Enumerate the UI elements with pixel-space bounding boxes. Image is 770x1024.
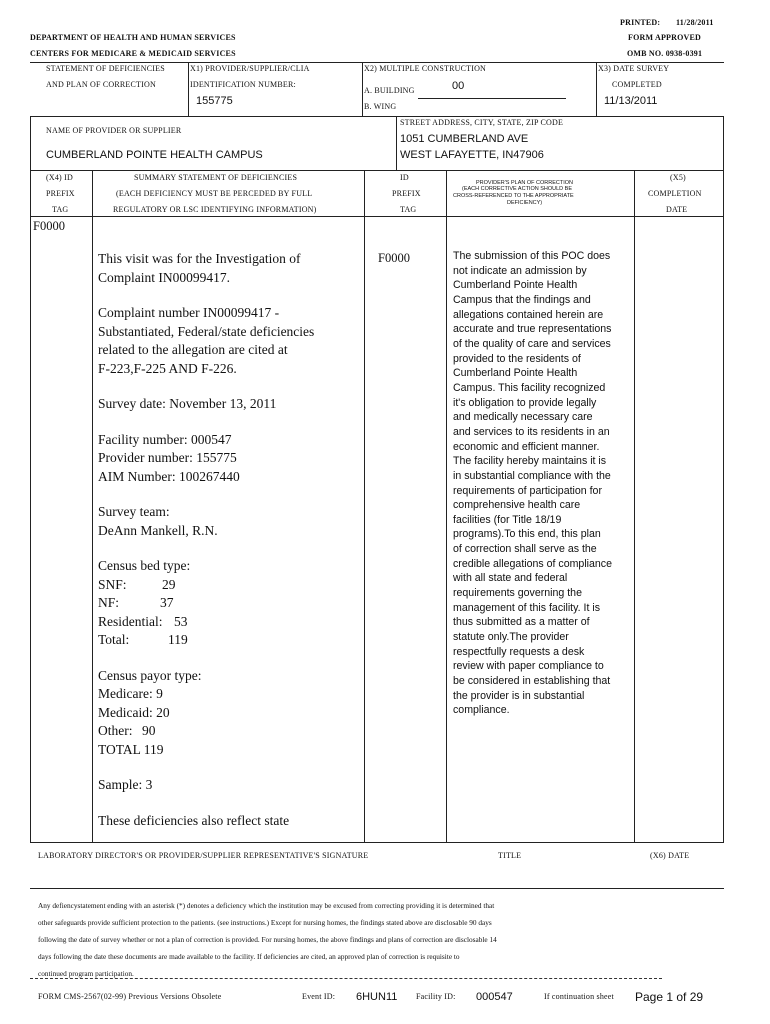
- poc-line: Campus. This facility recognized: [453, 381, 606, 394]
- survey-date-paragraph: [98, 395, 314, 414]
- other-value: 90: [142, 723, 156, 738]
- poc-line: in substantial compliance with the: [453, 469, 611, 482]
- poc-line: with all state and federal: [453, 572, 568, 585]
- summary-body: [98, 250, 314, 830]
- divider: [30, 116, 724, 117]
- poc-line: be considered in establishing that: [453, 675, 611, 688]
- right-tag: F0000: [378, 251, 410, 265]
- text-line: F-223,F-225 AND F-226.: [98, 360, 237, 376]
- text-line: Facility number: 000547: [98, 431, 232, 447]
- event-id-label: Event ID:: [302, 992, 336, 1001]
- census-bed-paragraph: [98, 557, 314, 650]
- poc-note1: (EACH CORRECTIVE ACTION SHOULD BE: [462, 186, 573, 192]
- statement-label: STATEMENT OF DEFICIENCIES: [46, 64, 165, 73]
- poc-line: and medically necessary care: [453, 411, 593, 424]
- poc-line: programs).To this end, this plan: [453, 528, 601, 541]
- bottom-rule: [30, 842, 724, 843]
- column-divider: [364, 171, 365, 843]
- address-line1: 1051 CUMBERLAND AVE: [400, 133, 529, 145]
- poc-line: facilities (for Title 18/19: [453, 513, 562, 526]
- survey-team-paragraph: [98, 503, 314, 540]
- provider-name-label: NAME OF PROVIDER OR SUPPLIER: [46, 126, 182, 135]
- x3-value: 11/13/2011: [604, 95, 658, 107]
- text-line: related to the allegation are cited at: [98, 342, 288, 357]
- text-line: Complaint number IN00099417 -: [98, 305, 280, 320]
- continuation-label: If continuation sheet: [544, 992, 614, 1001]
- summary-note2: REGULATORY OR LSC IDENTIFYING INFORMATION): [113, 205, 317, 214]
- left-tag: F0000: [33, 219, 65, 233]
- poc-line: Cumberland Pointe Health: [453, 367, 578, 380]
- poc-line: of the quality of care and services: [453, 337, 611, 350]
- facility-id-value: 000547: [476, 991, 513, 1003]
- department-name: DEPARTMENT OF HEALTH AND HUMAN SERVICES: [30, 33, 236, 42]
- text-line: These deficiencies also reflect state: [98, 812, 290, 828]
- text-line: DeAnn Mankell, R.N.: [98, 522, 218, 538]
- nf-row: [98, 594, 314, 613]
- text-line: This visit was for the Investigation of: [98, 251, 301, 266]
- building-underline: [418, 98, 566, 99]
- column-divider: [634, 171, 635, 843]
- form-number: FORM CMS-2567(02-99) Previous Versions Obsolete: [38, 992, 222, 1001]
- event-id-value: 6HUN11: [356, 991, 398, 1003]
- x3-label: X3) DATE SURVEY: [598, 64, 670, 73]
- poc-line: accurate and true representations: [453, 323, 612, 336]
- snf-row: [98, 576, 314, 595]
- poc-line: management of this facility. It is: [453, 601, 600, 614]
- x5-completion: COMPLETION: [648, 189, 702, 198]
- address-label: STREET ADDRESS, CITY, STATE, ZIP CODE: [400, 118, 564, 127]
- plan-label: AND PLAN OF CORRECTION: [46, 80, 156, 89]
- provider-name: CUMBERLAND POINTE HEALTH CAMPUS: [46, 149, 263, 161]
- border: [723, 171, 724, 843]
- sample-paragraph: [98, 776, 314, 795]
- disclaimer-line: days following the date these documents are made available to the facility. If deficiencies are cited, an approved plan of correction is requisite to: [38, 952, 460, 961]
- poc-line: of correction shall serve as the: [453, 543, 597, 556]
- poc-line: compliance.: [453, 704, 510, 717]
- poc-line: comprehensive health care: [453, 499, 581, 512]
- nf-label: NF:: [98, 595, 120, 610]
- text-line: AIM Number: 100267440: [98, 468, 240, 484]
- text-line: Substantiated, Federal/state deficiencies: [98, 323, 315, 339]
- poc-line: credible allegations of compliance: [453, 557, 612, 570]
- poc-line: statute only.The provider: [453, 631, 569, 644]
- title-label: TITLE: [498, 851, 522, 860]
- divider: [362, 62, 363, 116]
- residential-value: 53: [174, 613, 188, 629]
- disclaimer-line: following the date of survey whether or not a plan of correction is provided. For nursing homes, the above findings and plans of correction are disclosable 14: [38, 935, 497, 944]
- poc-line: requirements of participation for: [453, 484, 602, 497]
- page-number: Page 1 of 29: [635, 990, 704, 1004]
- divider: [396, 116, 397, 171]
- facility-id-label: Facility ID:: [416, 992, 456, 1001]
- residential-label: Residential:: [98, 613, 163, 629]
- building-label: A. BUILDING: [364, 86, 415, 95]
- column-divider: [446, 171, 447, 843]
- poc-title: PROVIDER'S PLAN OF CORRECTION: [476, 180, 574, 186]
- poc-line: the provider is in substantial: [453, 689, 585, 702]
- id-prefix: PREFIX: [392, 189, 421, 198]
- text-line: Survey team:: [98, 504, 170, 519]
- text-line: Survey date: November 13, 2011: [98, 396, 277, 411]
- x4-prefix: PREFIX: [46, 189, 75, 198]
- complaint-paragraph: [98, 304, 314, 378]
- residential-row: [98, 613, 314, 632]
- x1-label: X1) PROVIDER/SUPPLIER/CLIA: [190, 64, 310, 73]
- signature-rule: [30, 888, 724, 889]
- snf-value: 29: [162, 576, 176, 592]
- divider: [30, 170, 724, 171]
- printed-label: PRINTED:: [620, 18, 661, 27]
- census-payor-title: Census payor type:: [98, 667, 202, 683]
- plan-of-correction-text: [453, 249, 612, 718]
- visit-paragraph: [98, 250, 314, 287]
- payor-total-row: TOTAL 119: [98, 741, 164, 757]
- form-approved: FORM APPROVED: [628, 33, 702, 42]
- divider: [30, 216, 724, 217]
- poc-line: respectfully requests a desk: [453, 645, 585, 658]
- border: [30, 116, 31, 171]
- poc-line: economic and efficient manner.: [453, 440, 600, 453]
- x2-label: X2) MULTIPLE CONSTRUCTION: [364, 64, 487, 73]
- poc-line: review with paper compliance to: [453, 660, 604, 673]
- poc-note2: CROSS-REFERENCED TO THE APPROPRIATE: [453, 193, 574, 199]
- top-rule: [30, 62, 724, 63]
- disclaimer-line: continued program participation.: [38, 969, 134, 978]
- medicaid-row: Medicaid: 20: [98, 704, 170, 720]
- poc-line: The facility hereby maintains it is: [453, 455, 607, 468]
- footer-rule: [30, 978, 662, 979]
- x3-completed-label: COMPLETED: [612, 80, 662, 89]
- total-value: 119: [168, 632, 188, 647]
- poc-line: The submission of this POC does: [453, 250, 611, 262]
- x4-tag: TAG: [52, 205, 69, 214]
- poc-line: Campus that the findings and: [453, 293, 591, 306]
- signature-label: LABORATORY DIRECTOR'S OR PROVIDER/SUPPLIER REPRESENTATIVE'S SIGNATURE: [38, 851, 369, 860]
- poc-line: Cumberland Pointe Health: [453, 279, 578, 292]
- poc-line: not indicate an admission by: [453, 264, 587, 277]
- snf-label: SNF:: [98, 576, 127, 592]
- id-label: ID: [400, 173, 409, 182]
- poc-line: it's obligation to provide legally: [453, 396, 597, 409]
- poc-line: allegations contained herein are: [453, 308, 604, 321]
- text-line: Provider number: 155775: [98, 450, 237, 465]
- omb-number: OMB NO. 0938-0391: [627, 49, 703, 58]
- summary-note1: (EACH DEFICIENCY MUST BE PERCEDED BY FULL: [116, 189, 313, 198]
- disclaimer: [38, 897, 497, 982]
- printed-date: 11/28/2011: [676, 18, 714, 27]
- border: [723, 116, 724, 171]
- text-line: Sample: 3: [98, 777, 153, 792]
- text-line: Complaint IN00099417.: [98, 269, 230, 285]
- x5-label: (X5): [670, 173, 686, 182]
- total-row: [98, 631, 314, 650]
- other-row: [98, 722, 314, 741]
- disclaimer-line: other safeguards provide sufficient protection to the patients. (see instructions.) Except for nursing homes, the findings stated above are disclosable 90 days: [38, 918, 492, 927]
- poc-line: thus submitted as a matter of: [453, 616, 590, 629]
- disclaimer-line: Any defiencystatement ending with an asterisk (*) denotes a deficiency which the institution may be excused from correcting providing it is determined that: [38, 901, 495, 910]
- x1-id-label: IDENTIFICATION NUMBER:: [190, 80, 296, 89]
- medicare-row: Medicare: 9: [98, 686, 163, 701]
- building-value: 00: [452, 80, 465, 92]
- address-line2: WEST LAFAYETTE, IN47906: [400, 149, 544, 161]
- facility-paragraph: [98, 431, 314, 487]
- column-divider: [92, 171, 93, 843]
- poc-line: and services to its residents in an: [453, 425, 610, 438]
- other-label: Other:: [98, 723, 133, 738]
- census-bed-title: Census bed type:: [98, 558, 191, 573]
- divider: [596, 62, 597, 116]
- border: [30, 171, 31, 843]
- x6-date-label: (X6) DATE: [650, 851, 690, 860]
- poc-line: provided to the residents of: [453, 352, 581, 365]
- poc-note3: DEFICIENCY): [507, 200, 543, 206]
- census-payor-paragraph: [98, 667, 314, 760]
- x5-date: DATE: [666, 205, 688, 214]
- divider: [188, 62, 189, 116]
- x4-label: (X4) ID: [46, 173, 73, 182]
- summary-title: SUMMARY STATEMENT OF DEFICIENCIES: [134, 173, 298, 182]
- id-tag: TAG: [400, 205, 417, 214]
- x1-value: 155775: [196, 95, 233, 107]
- total-label: Total:: [98, 632, 130, 647]
- centers-name: CENTERS FOR MEDICARE & MEDICAID SERVICES: [30, 49, 236, 58]
- nf-value: 37: [160, 595, 174, 610]
- poc-line: requirements governing the: [453, 587, 582, 600]
- wing-label: B. WING: [364, 102, 397, 111]
